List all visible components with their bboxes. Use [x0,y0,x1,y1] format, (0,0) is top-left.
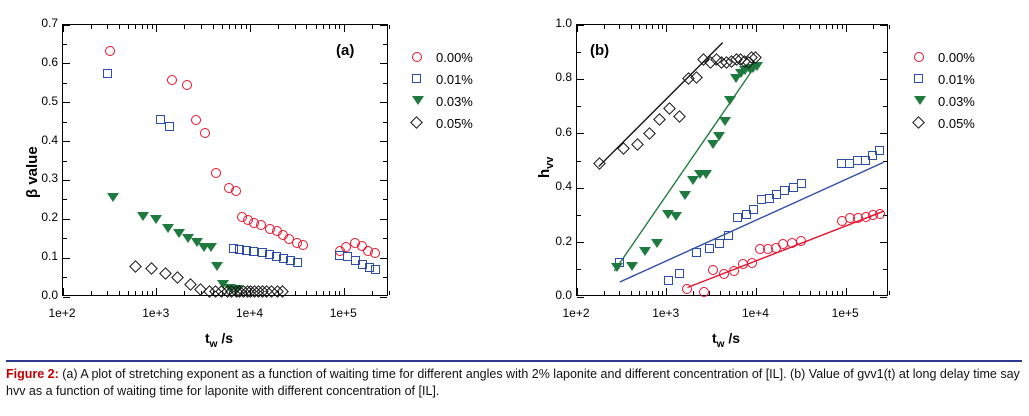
x-minor-tick [184,291,185,295]
x-minor-tick [91,291,92,295]
legend-label: 0.03% [436,93,473,109]
panel-a-x-axis-label: $t_w$ /s [205,330,234,350]
y-tick [63,25,70,26]
data-point-triangle-down [107,193,119,202]
x-minor-tick [147,291,148,295]
y-minor-tick [63,161,67,162]
x-minor-tick [306,25,307,29]
y-minor-tick [63,199,67,200]
x-minor-tick [135,25,136,29]
data-point-diamond [159,268,172,281]
data-point-square [293,258,302,267]
x-minor-tick [142,25,143,29]
y-tick [380,258,387,259]
data-point-circle [708,265,718,275]
x-tick [156,25,157,32]
y-tick-label: 0.2 [555,233,572,248]
x-minor-tick [229,25,230,29]
x-minor-tick [329,25,330,29]
data-point-circle [699,287,709,297]
x-minor-tick [295,25,296,29]
panel-a-plot-area [62,24,388,296]
legend-item-0-03pct [406,90,473,112]
data-point-circle [200,128,210,138]
y-tick-label: 0.4 [555,179,572,194]
y-tick [63,141,70,142]
y-minor-tick [383,83,387,84]
x-tick-label: 1e+2 [562,306,590,320]
x-tick-label: 1e+5 [831,306,859,320]
caption-text: (a) A plot of stretching exponent as a function of waiting time for different angles with 2% laponite and different concentration of [IL]. (b) Value of gvv1(t) at long delay time say hvv as a function of waiting time for laponite with different concentration of [IL]. [6,367,1020,398]
legend-item-0-00pct [406,46,473,68]
y-minor-tick [63,83,67,84]
x-minor-tick [241,25,242,29]
x-minor-tick [152,291,153,295]
y-tick [380,102,387,103]
data-point-circle [796,236,806,246]
x-minor-tick [152,25,153,29]
y-tick [63,219,70,220]
data-point-square [371,265,380,274]
y-minor-tick [63,238,67,239]
data-point-triangle-down [719,117,731,126]
data-point-diamond [912,116,925,129]
y-tick-label: 0.7 [41,16,58,30]
x-minor-tick [147,25,148,29]
x-minor-tick [316,25,317,29]
y-tick [380,141,387,142]
y-tick-label: 0.6 [41,54,58,69]
y-tick [380,25,387,26]
x-minor-tick [339,291,340,295]
x-minor-tick [128,25,129,29]
y-tick-label: 0.8 [555,70,572,85]
y-minor-tick [63,44,67,45]
x-minor-tick [335,25,336,29]
x-tick-label: 1e+5 [329,306,357,320]
y-tick-label: 0.1 [41,249,58,264]
data-point-triangle-down [150,215,162,224]
panel-b [520,8,1025,348]
data-point-circle [211,168,221,178]
x-tick [156,288,157,295]
legend-marker-diamond [406,112,432,134]
data-point-triangle-down [412,96,424,105]
data-point-circle [370,248,380,258]
panel-a [6,8,514,348]
y-minor-tick [63,277,67,278]
data-point-triangle-down [626,262,638,271]
data-point-diamond [146,262,159,275]
x-minor-tick [128,291,129,295]
data-point-circle [105,46,115,56]
y-minor-tick [383,44,387,45]
panel-a-tag: (a) [336,42,355,59]
y-tick [380,63,387,64]
legend-marker-circle [908,46,934,68]
x-minor-tick [135,291,136,295]
x-tick [344,288,345,295]
legend-label: 0.01% [436,71,473,87]
data-point-square [156,115,165,124]
legend-marker-circle [406,46,432,68]
x-tick [63,25,64,32]
x-minor-tick [119,291,120,295]
x-minor-tick [372,291,373,295]
data-point-square [165,122,174,131]
x-minor-tick [335,291,336,295]
legend-marker-triangle-down [908,90,934,112]
x-minor-tick [323,25,324,29]
data-point-triangle-down [205,243,217,252]
x-tick-label: 1e+3 [652,306,680,320]
caption-divider [6,360,1022,362]
legend-label: 0.01% [938,71,975,87]
legend-item-0-05pct [406,112,473,134]
data-point-circle [182,80,192,90]
y-tick-label: 0.3 [41,171,58,186]
data-point-circle [412,52,422,62]
data-point-triangle-down [611,263,623,272]
panel-b-y-axis-label: $h_{vv}$ [536,156,556,178]
legend-marker-square [406,68,432,90]
data-point-square [797,179,806,188]
y-tick [63,180,70,181]
y-minor-tick [383,122,387,123]
legend-item-0-01pct [406,68,473,90]
x-minor-tick [306,291,307,295]
x-minor-tick [184,25,185,29]
x-minor-tick [278,25,279,29]
x-tick-label: 1e+4 [741,306,769,320]
data-point-triangle-down [639,247,651,256]
y-tick-label: 0.0 [555,288,572,302]
x-minor-tick [119,25,120,29]
data-point-circle [729,266,739,276]
data-point-square [692,248,701,257]
x-minor-tick [107,25,108,29]
panel-a-legend [406,46,473,134]
data-point-circle [298,240,308,250]
legend-marker-diamond [908,112,934,134]
x-minor-tick [323,291,324,295]
x-minor-tick [235,25,236,29]
data-point-square [749,205,758,214]
panel-a-y-axis-label: β value [24,146,41,198]
data-point-square [705,244,714,253]
y-tick [63,63,70,64]
y-tick-label: 0.6 [555,124,572,139]
data-point-square [103,69,112,78]
data-point-square [412,74,421,83]
x-minor-tick [222,25,223,29]
data-point-diamond [410,116,423,129]
x-minor-tick [389,25,390,29]
legend-item-0-00pct [908,46,975,68]
y-minor-tick [383,277,387,278]
legend-label: 0.05% [938,115,975,131]
x-tick [344,25,345,32]
x-minor-tick [91,25,92,29]
y-tick [380,180,387,181]
data-point-triangle-down [707,140,719,149]
x-tick-label: 1e+3 [142,306,170,320]
y-tick-label: 0.2 [41,210,58,225]
x-tick-label: 1e+2 [48,306,76,320]
data-point-triangle-down [713,132,725,141]
y-tick-label: 0.0 [41,288,58,302]
legend-marker-square [908,68,934,90]
y-tick-label: 0.5 [41,93,58,108]
data-point-circle [231,186,241,196]
data-point-circle [191,115,201,125]
panel-b-x-axis-label: $t_w$ /s [712,330,741,350]
data-point-triangle-down [679,191,691,200]
data-point-circle [914,52,924,62]
legend-item-0-01pct [908,68,975,90]
x-minor-tick [201,25,202,29]
data-point-square [914,74,923,83]
data-point-diamond [129,260,142,273]
x-tick-label: 1e+4 [235,306,264,320]
data-point-triangle-down [137,212,149,221]
data-point-triangle-down [700,170,712,179]
x-minor-tick [329,291,330,295]
y-minor-tick [383,199,387,200]
y-tick [380,297,387,298]
data-point-square [675,269,684,278]
legend-item-0-05pct [908,112,975,134]
data-point-triangle-down [670,212,682,221]
legend-item-0-03pct [908,90,975,112]
x-tick [250,25,251,32]
data-point-triangle-down [651,239,663,248]
x-minor-tick [246,25,247,29]
data-point-triangle-down [724,96,736,105]
y-tick-label: 0.4 [41,132,58,147]
data-point-triangle-down [211,262,223,271]
x-minor-tick [107,291,108,295]
x-minor-tick [389,291,390,295]
data-point-square [724,231,733,240]
x-minor-tick [142,291,143,295]
data-point-triangle-down [914,96,926,105]
y-minor-tick [383,161,387,162]
panel-b-legend [908,46,975,134]
y-tick [63,297,70,298]
legend-label: 0.03% [938,93,975,109]
data-point-circle [738,259,748,269]
x-minor-tick [316,291,317,295]
y-tick [63,258,70,259]
y-minor-tick [383,238,387,239]
y-tick-label: 1.0 [555,16,572,30]
legend-label: 0.00% [436,49,473,65]
panel-b-tag: (b) [590,42,610,59]
x-minor-tick [295,291,296,295]
data-point-square [715,239,724,248]
y-tick [380,219,387,220]
figure-caption [6,366,1022,400]
data-point-square [664,276,673,285]
y-minor-tick [63,122,67,123]
legend-label: 0.00% [938,49,975,65]
legend-marker-triangle-down [406,90,432,112]
x-tick [63,288,64,295]
x-minor-tick [372,25,373,29]
x-minor-tick [339,25,340,29]
legend-label: 0.05% [436,115,473,131]
panel-b-plot-area [576,24,888,296]
y-tick [63,102,70,103]
data-point-square [875,146,884,155]
caption-label: Figure 2: [6,367,59,381]
data-point-diamond [171,271,184,284]
x-minor-tick [213,25,214,29]
data-point-circle [167,75,177,85]
